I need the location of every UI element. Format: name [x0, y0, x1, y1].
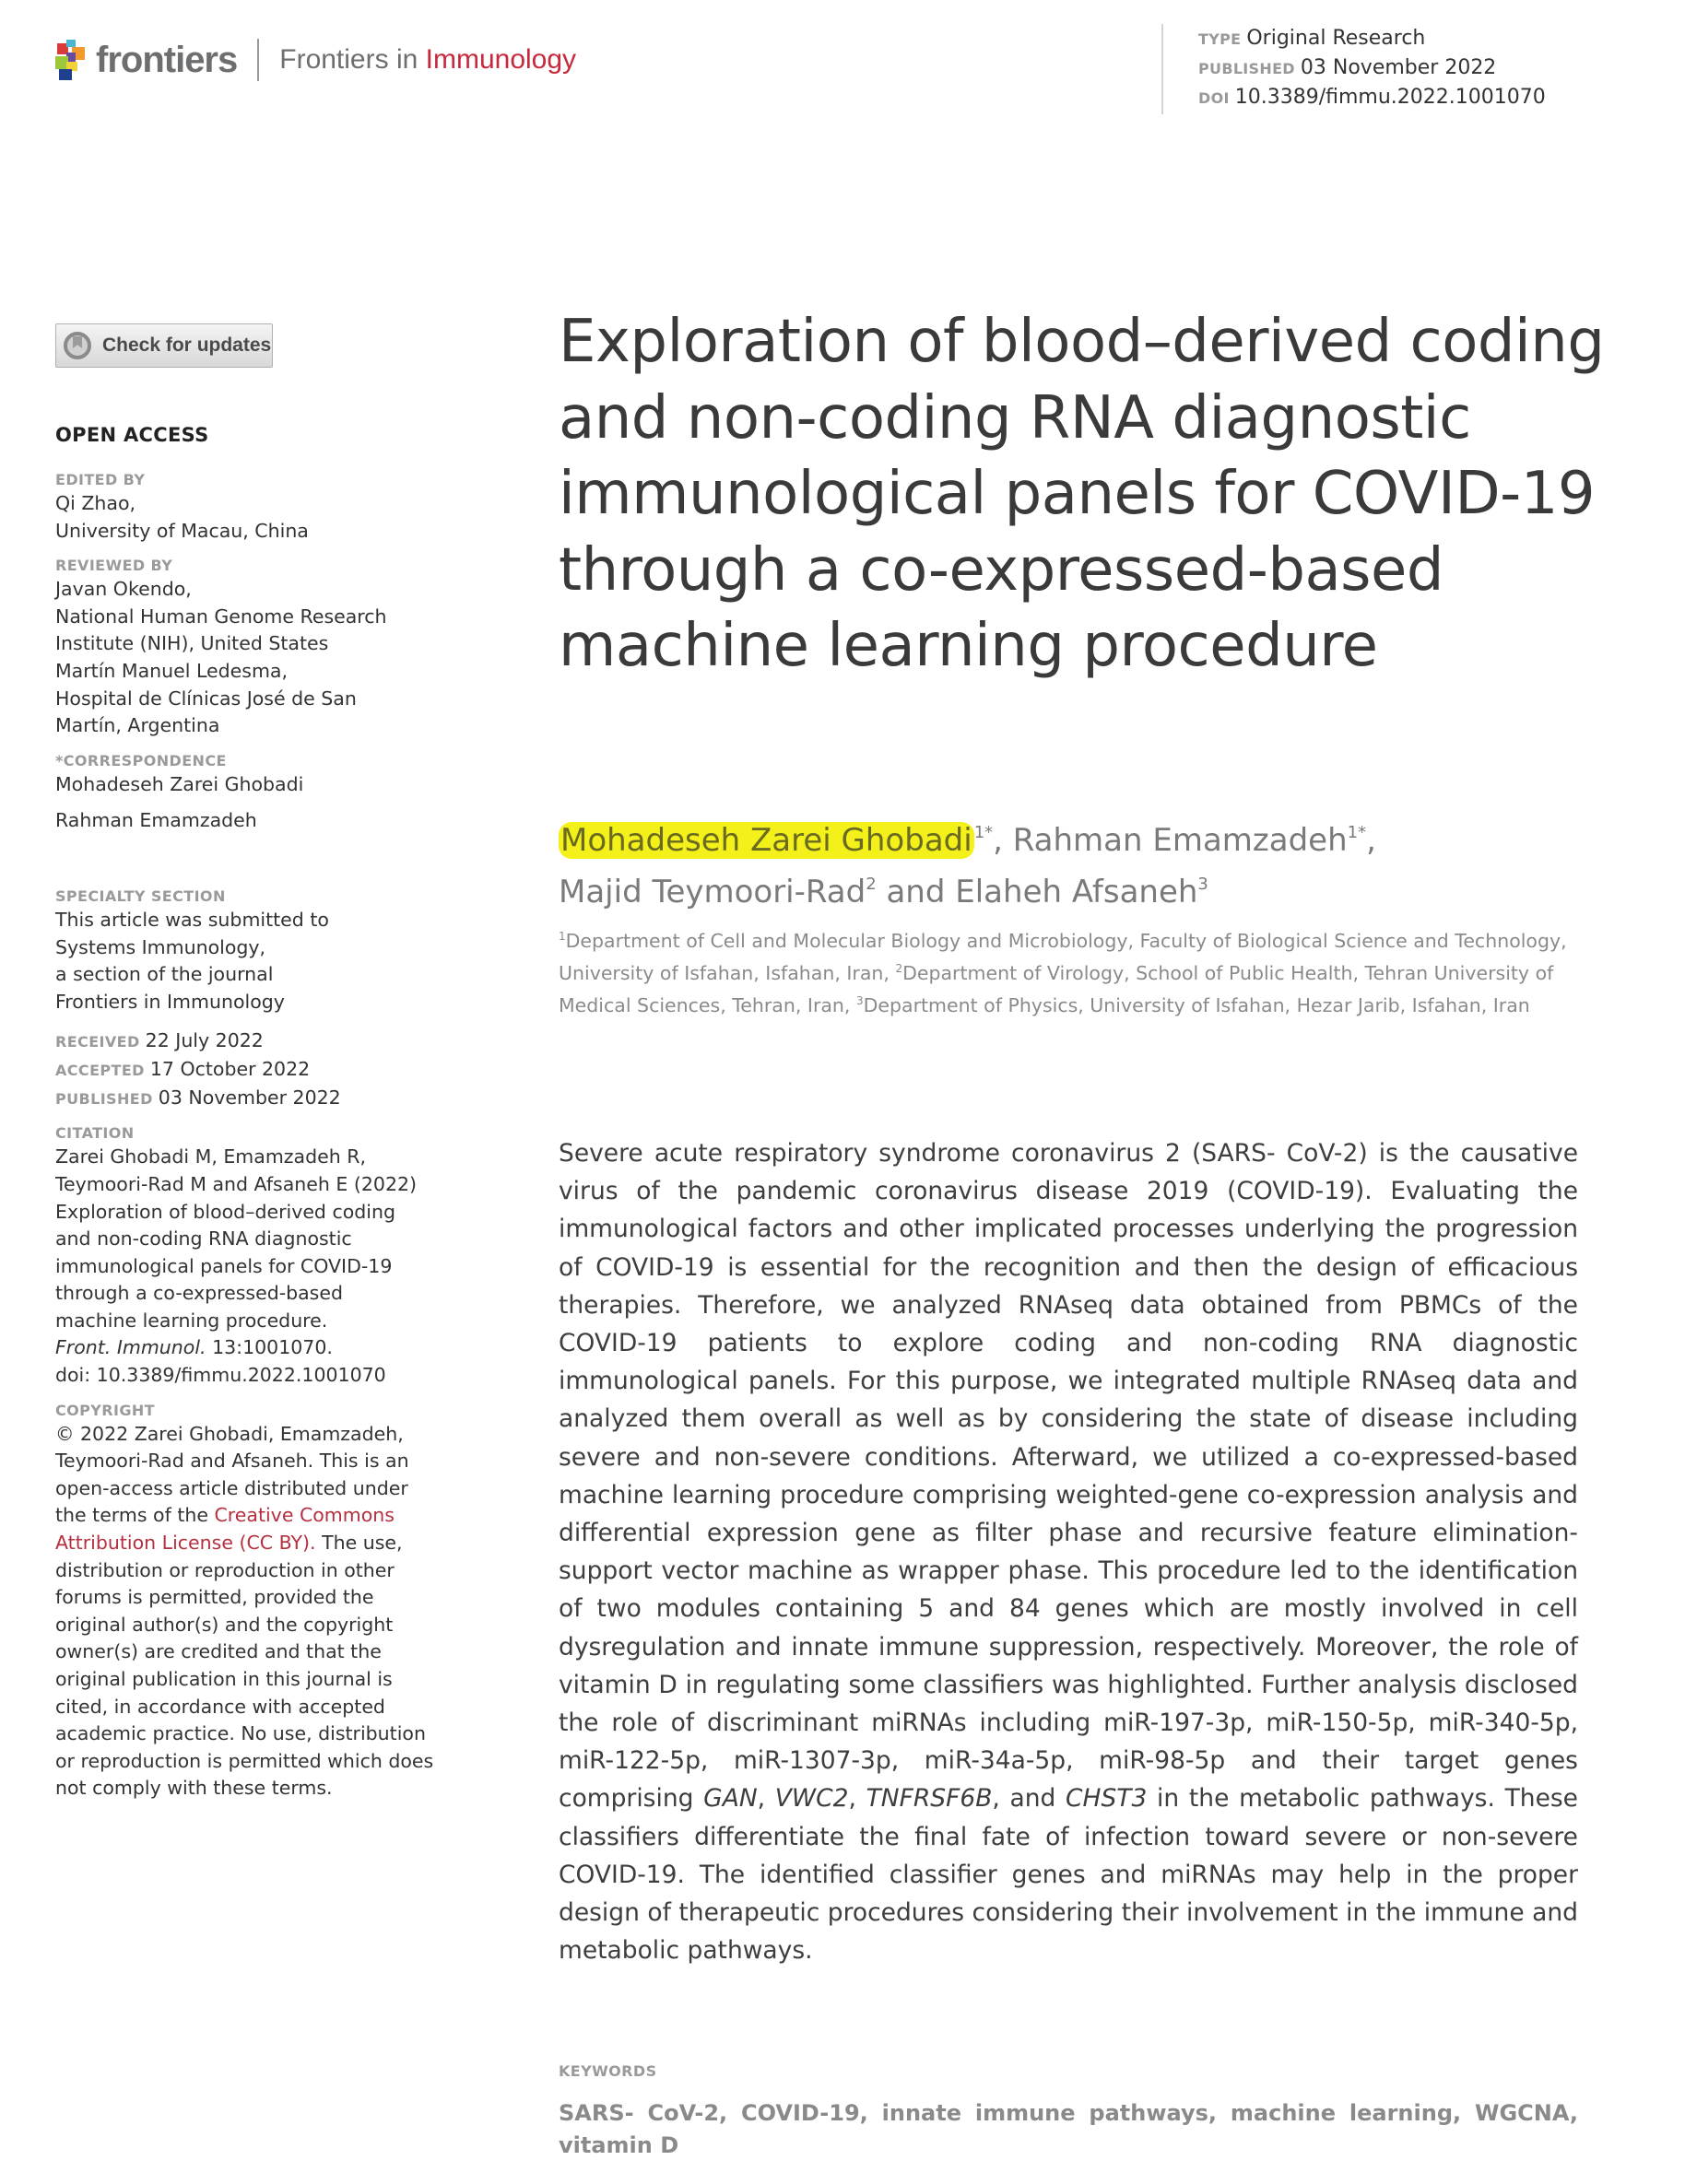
author-name-highlighted[interactable]: Mohadeseh Zarei Ghobadi	[560, 822, 972, 859]
author-separator: ,	[993, 822, 1013, 859]
separator: ,	[757, 1784, 775, 1814]
author-name[interactable]: Rahman Emamzadeh	[1012, 822, 1348, 859]
check-for-updates-label: Check for updates	[102, 335, 272, 356]
meta-value: Original Research	[1246, 27, 1426, 50]
meta-label: DOI	[1198, 89, 1230, 107]
abstract	[559, 1134, 1578, 1969]
reviewer-line: Institute (NIH), United States	[55, 632, 329, 655]
author-affil-sup: 3	[1197, 875, 1208, 894]
specialty-line: a section of the journal	[55, 963, 274, 986]
date-label: ACCEPTED	[55, 1062, 145, 1080]
affiliations	[559, 923, 1582, 1019]
author-separator: and	[876, 874, 956, 910]
reviewer-line: National Human Genome Research	[55, 605, 387, 628]
separator: , and	[992, 1784, 1066, 1814]
date-label: PUBLISHED	[55, 1090, 153, 1109]
editor-name: Qi Zhao,	[55, 492, 136, 514]
citation-line: machine learning procedure.	[55, 1309, 328, 1332]
date-label: RECEIVED	[55, 1033, 140, 1051]
gene-name: GAN	[703, 1784, 758, 1814]
citation-section	[55, 1123, 452, 1389]
author-list	[559, 811, 1591, 914]
brand-wordmark: frontiers	[96, 39, 238, 80]
meta-label: TYPE	[1198, 30, 1242, 48]
journal-prefix: Frontiers in	[279, 44, 418, 75]
affiliation: Department of Cell and Molecular Biology and Microbiology, Faculty of Biological Science and Technology, University of Isfahan, Isfahan, Iran,	[559, 930, 1567, 984]
sidebar	[55, 424, 452, 1814]
correspondence-section	[55, 751, 452, 835]
meta-value: 03 November 2022	[1300, 56, 1497, 79]
citation-line: Exploration of blood–derived coding	[55, 1200, 395, 1223]
keywords-label: KEYWORDS	[559, 2062, 657, 2080]
meta-type	[1198, 24, 1546, 53]
date-value: 17 October 2022	[149, 1058, 311, 1081]
section-label: SPECIALTY SECTION	[55, 887, 226, 905]
date-value: 22 July 2022	[145, 1029, 264, 1052]
dates-section	[55, 1027, 452, 1112]
citation-doi[interactable]: doi: 10.3389/fimmu.2022.1001070	[55, 1364, 386, 1387]
citation-line: immunological panels for COVID-19	[55, 1254, 393, 1277]
section-label: REVIEWED BY	[55, 557, 173, 575]
author-affil-sup: 1*	[973, 823, 994, 842]
citation-line: Teymoori-Rad M and Afsaneh E (2022)	[55, 1172, 418, 1195]
gene-name: CHST3	[1066, 1784, 1148, 1814]
citation-line: and non-coding RNA diagnostic	[55, 1227, 352, 1251]
copyright-text-start: © 2022 Zarei Ghobadi, Emamzadeh, Teymoori-Rad and Afsaneh. This is an open-access article distributed under the terms of the	[55, 1422, 409, 1527]
citation-line: through a co-expressed-based	[55, 1282, 343, 1305]
abstract-text: in the metabolic pathways. These classifiers differentiate the final fate of infection toward severe or non-severe COVID-19. The identified classifier genes and miRNAs may help in the proper design of therapeutic procedures considering their involvement in the immune and metabolic pathways.	[559, 1784, 1578, 1966]
citation-volume: 13:1001070.	[212, 1336, 333, 1359]
cc-by-license-link[interactable]: Creative Commons Attribution License (CC BY).	[55, 1504, 395, 1555]
section-label: EDITED BY	[55, 471, 146, 488]
copyright-section	[55, 1401, 442, 1802]
author-affil-sup: 2	[866, 875, 877, 894]
journal-accent: Immunology	[425, 44, 577, 75]
copyright-text-end: The use, distribution or reproduction in other forums is permitted, provided the original author(s) and the copyright owner(s) are credited and that the original publication in this journal is cited, in accordance with accepted academic practice. No use, distribution or reproduction is permitted which does not comply with these terms.	[55, 1532, 434, 1800]
gene-name: TNFRSF6B	[866, 1784, 993, 1814]
author-affil-sup: 1*	[1347, 823, 1367, 842]
affil-sup: 1	[559, 930, 566, 943]
meta-published	[1198, 53, 1546, 83]
crossmark-icon	[64, 332, 91, 359]
author-name[interactable]: Majid Teymoori-Rad	[559, 874, 866, 910]
section-label: CITATION	[55, 1124, 135, 1143]
affil-sup: 2	[895, 961, 903, 975]
gene-name: VWC2	[774, 1784, 849, 1814]
reviewer-line: Martín Manuel Ledesma,	[55, 659, 289, 682]
author-name[interactable]: Elaheh Afsaneh	[955, 874, 1198, 910]
meta-doi	[1198, 83, 1546, 112]
publisher-logo[interactable]	[55, 37, 576, 83]
reviewer-line: Javan Okendo,	[55, 578, 192, 601]
affil-sup: 3	[855, 993, 864, 1007]
copyright-text	[55, 1421, 442, 1802]
logo-divider	[257, 39, 259, 81]
author-separator: ,	[1366, 822, 1376, 859]
article-title: Exploration of blood–derived coding and non-coding RNA diagnostic immunological panels for COVID-19 through a co-expressed-based machine learning procedure	[559, 308, 1605, 680]
correspondence-name[interactable]: Mohadeseh Zarei Ghobadi	[55, 772, 304, 795]
specialty-line: Frontiers in Immunology	[55, 990, 285, 1013]
abstract-text: Severe acute respiratory syndrome coronavirus 2 (SARS- CoV-2) is the causative virus of the pandemic coronavirus disease 2019 (COVID-19). Evaluating the immunological factors and other implicated processes underlying the progression of COVID-19 is essential for the recognition and then the design of efficacious therapies. Therefore, we analyzed RNAseq data obtained from PBMCs of the COVID-19 patients to explore coding and non-coding RNA diagnostic immunological panels. For this purpose, we integrated multiple RNAseq data and analyzed them overall as well as by considering the state of disease including severe and non-severe conditions. Afterward, we utilized a co-expressed-based machine learning procedure comprising weighted-gene co-expression analysis and differential expression gene as filter phase and recursive feature elimination-support vector machine as wrapper phase. This procedure led to the identification of two modules containing 5 and 84 genes which are mostly involved in cell dysregulation and innate immune suppression, respectively. Moreover, the role of vitamin D in regulating some classifiers was highlighted. Further analysis disclosed the role of discriminant miRNAs including miR-197-3p, miR-150-5p, miR-340-5p, miR-122-5p, miR-1307-3p, miR-34a-5p, miR-98-5p and their target genes comprising	[559, 1139, 1578, 1814]
journal-abbrev: Front. Immunol.	[55, 1336, 206, 1359]
editor-affiliation: University of Macau, China	[55, 519, 309, 542]
journal-name	[279, 44, 576, 76]
open-access-label: OPEN ACCESS	[55, 424, 209, 446]
edited-by-section	[55, 470, 452, 545]
date-accepted	[55, 1055, 452, 1084]
keywords: SARS- CoV-2, COVID-19, innate immune pathways, machine learning, WGCNA, vitamin D	[559, 2100, 1578, 2158]
date-received	[55, 1027, 452, 1055]
affiliation: Department of Physics, University of Isfahan, Hezar Jarib, Isfahan, Iran	[863, 993, 1530, 1016]
meta-label: PUBLISHED	[1198, 60, 1295, 77]
section-label: COPYRIGHT	[55, 1401, 155, 1419]
reviewed-by-section	[55, 556, 452, 740]
separator: ,	[848, 1784, 866, 1814]
check-for-updates-button[interactable]	[55, 323, 273, 368]
citation-line: Zarei Ghobadi M, Emamzadeh R,	[55, 1145, 367, 1168]
specialty-line: This article was submitted to	[55, 908, 329, 931]
article-meta	[1161, 24, 1546, 114]
affiliation: Department of Virology, School of Public Health, Tehran University of Medical Sciences, Tehran, Iran,	[559, 961, 1554, 1016]
reviewer-line: Hospital de Clínicas José de San	[55, 687, 357, 710]
reviewer-line: Martín, Argentina	[55, 714, 220, 737]
citation-journal	[55, 1334, 452, 1362]
date-value: 03 November 2022	[158, 1086, 341, 1110]
specialty-line: Systems Immunology,	[55, 935, 266, 958]
section-label: *CORRESPONDENCE	[55, 751, 227, 769]
correspondence-name[interactable]: Rahman Emamzadeh	[55, 809, 257, 832]
date-published	[55, 1084, 452, 1112]
doi-link[interactable]: 10.3389/fimmu.2022.1001070	[1234, 86, 1546, 109]
frontiers-cube-icon	[55, 40, 88, 80]
specialty-section	[55, 887, 452, 1016]
